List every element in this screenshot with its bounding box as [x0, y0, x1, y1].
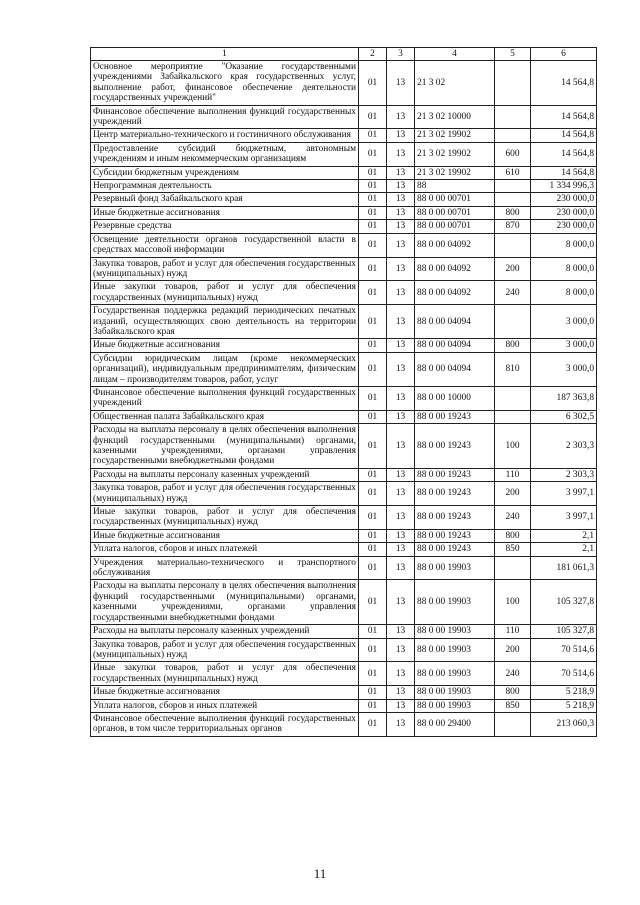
- row-amount: 1 334 996,3: [531, 180, 597, 193]
- row-section: 01: [359, 305, 387, 339]
- row-subsection: 13: [387, 410, 415, 423]
- row-target-article: 88 0 00 19903: [415, 699, 495, 712]
- row-target-article: 88 0 00 04092: [415, 281, 495, 305]
- row-target-article: 88 0 00 19903: [415, 625, 495, 638]
- table-row: [91, 180, 597, 193]
- row-target-article: 88 0 00 19243: [415, 529, 495, 542]
- row-target-article: 88 0 00 19903: [415, 686, 495, 699]
- row-amount: 230 000,0: [531, 206, 597, 219]
- table-row: [91, 529, 597, 542]
- table-row: [91, 386, 597, 410]
- table-row: [91, 468, 597, 481]
- table-row: [91, 339, 597, 352]
- row-target-article: 88 0 00 19243: [415, 543, 495, 556]
- row-subsection: 13: [387, 506, 415, 530]
- header-description: 1: [91, 48, 359, 61]
- row-expense-type: 200: [495, 257, 531, 281]
- table-row: [91, 686, 597, 699]
- row-expense-type: 240: [495, 281, 531, 305]
- row-section: 01: [359, 220, 387, 233]
- row-subsection: 13: [387, 142, 415, 166]
- table-row: [91, 193, 597, 206]
- row-amount: 14 564,8: [531, 166, 597, 179]
- row-description: Центр материально-технического и гостиничного обслуживания: [91, 129, 359, 142]
- table-row: [91, 506, 597, 530]
- row-target-article: 88 0 00 19903: [415, 638, 495, 662]
- row-expense-type: [495, 193, 531, 206]
- row-amount: 14 564,8: [531, 142, 597, 166]
- row-section: 01: [359, 352, 387, 386]
- row-section: 01: [359, 129, 387, 142]
- table-row: [91, 410, 597, 423]
- row-expense-type: [495, 712, 531, 736]
- row-expense-type: 800: [495, 686, 531, 699]
- row-expense-type: 240: [495, 506, 531, 530]
- row-target-article: 88 0 00 19243: [415, 506, 495, 530]
- row-target-article: 88 0 00 29400: [415, 712, 495, 736]
- table-row: [91, 220, 597, 233]
- row-expense-type: 610: [495, 166, 531, 179]
- table-row: [91, 625, 597, 638]
- row-target-article: 88 0 00 04094: [415, 305, 495, 339]
- row-section: 01: [359, 386, 387, 410]
- row-expense-type: [495, 386, 531, 410]
- row-amount: 2 303,3: [531, 468, 597, 481]
- row-amount: 14 564,8: [531, 105, 597, 129]
- row-description: Расходы на выплаты персоналу в целях обеспечения выполнения функций государственными (муниципальными) органами, казенными учреждениями, органами управления государственными внебюджетными фондами: [91, 424, 359, 469]
- row-target-article: 88: [415, 180, 495, 193]
- row-subsection: 13: [387, 529, 415, 542]
- row-amount: 5 218,9: [531, 686, 597, 699]
- header-amount: 6: [531, 48, 597, 61]
- row-description: Иные закупки товаров, работ и услуг для обеспечения государственных (муниципальных) нужд: [91, 281, 359, 305]
- row-subsection: 13: [387, 305, 415, 339]
- row-subsection: 13: [387, 166, 415, 179]
- row-section: 01: [359, 233, 387, 257]
- row-section: 01: [359, 468, 387, 481]
- row-target-article: 88 0 00 19903: [415, 556, 495, 580]
- row-expense-type: [495, 410, 531, 423]
- table-row: [91, 206, 597, 219]
- row-amount: 70 514,6: [531, 638, 597, 662]
- row-section: 01: [359, 638, 387, 662]
- table-row: [91, 61, 597, 106]
- row-expense-type: 110: [495, 468, 531, 481]
- row-subsection: 13: [387, 386, 415, 410]
- row-expense-type: 200: [495, 638, 531, 662]
- row-amount: 8 000,0: [531, 281, 597, 305]
- row-description: Иные закупки товаров, работ и услуг для обеспечения государственных (муниципальных) нужд: [91, 506, 359, 530]
- row-amount: 14 564,8: [531, 61, 597, 106]
- row-description: Иные бюджетные ассигнования: [91, 206, 359, 219]
- row-description: Государственная поддержка редакций периодических печатных изданий, осуществляющих свою деятельность на территории Забайкальского края: [91, 305, 359, 339]
- row-section: 01: [359, 281, 387, 305]
- table-row: [91, 580, 597, 625]
- row-description: Уплата налогов, сборов и иных платежей: [91, 699, 359, 712]
- row-expense-type: [495, 556, 531, 580]
- row-target-article: 88 0 00 19243: [415, 468, 495, 481]
- row-subsection: 13: [387, 580, 415, 625]
- row-target-article: 21 3 02 10000: [415, 105, 495, 129]
- row-subsection: 13: [387, 61, 415, 106]
- table-row: [91, 712, 597, 736]
- row-expense-type: 200: [495, 482, 531, 506]
- row-section: 01: [359, 206, 387, 219]
- row-amount: 8 000,0: [531, 233, 597, 257]
- row-section: 01: [359, 580, 387, 625]
- row-expense-type: 240: [495, 662, 531, 686]
- row-section: 01: [359, 61, 387, 106]
- row-section: 01: [359, 339, 387, 352]
- row-target-article: 88 0 00 19243: [415, 424, 495, 469]
- row-subsection: 13: [387, 233, 415, 257]
- table-row: [91, 257, 597, 281]
- table-row: [91, 105, 597, 129]
- row-description: Уплата налогов, сборов и иных платежей: [91, 543, 359, 556]
- row-amount: 230 000,0: [531, 193, 597, 206]
- row-expense-type: [495, 305, 531, 339]
- row-amount: 3 000,0: [531, 339, 597, 352]
- row-subsection: 13: [387, 699, 415, 712]
- row-expense-type: 800: [495, 206, 531, 219]
- row-amount: 14 564,8: [531, 129, 597, 142]
- table-row: [91, 142, 597, 166]
- row-target-article: 88 0 00 00701: [415, 193, 495, 206]
- row-section: 01: [359, 166, 387, 179]
- row-description: Субсидии бюджетным учреждениям: [91, 166, 359, 179]
- row-subsection: 13: [387, 662, 415, 686]
- row-description: Резервный фонд Забайкальского края: [91, 193, 359, 206]
- row-section: 01: [359, 543, 387, 556]
- row-amount: 70 514,6: [531, 662, 597, 686]
- row-expense-type: 870: [495, 220, 531, 233]
- row-section: 01: [359, 699, 387, 712]
- row-expense-type: 100: [495, 424, 531, 469]
- row-description: Закупка товаров, работ и услуг для обеспечения государственных (муниципальных) нужд: [91, 257, 359, 281]
- row-amount: 187 363,8: [531, 386, 597, 410]
- table-row: [91, 482, 597, 506]
- row-description: Иные бюджетные ассигнования: [91, 339, 359, 352]
- row-description: Иные бюджетные ассигнования: [91, 686, 359, 699]
- row-section: 01: [359, 424, 387, 469]
- row-target-article: 88 0 00 00701: [415, 206, 495, 219]
- row-description: Иные бюджетные ассигнования: [91, 529, 359, 542]
- row-subsection: 13: [387, 129, 415, 142]
- row-section: 01: [359, 712, 387, 736]
- row-amount: 2,1: [531, 543, 597, 556]
- row-subsection: 13: [387, 543, 415, 556]
- row-target-article: 88 0 00 19243: [415, 482, 495, 506]
- row-section: 01: [359, 506, 387, 530]
- row-expense-type: 110: [495, 625, 531, 638]
- row-amount: 6 302,5: [531, 410, 597, 423]
- row-amount: 2 303,3: [531, 424, 597, 469]
- row-description: Закупка товаров, работ и услуг для обеспечения государственных (муниципальных) нужд: [91, 482, 359, 506]
- row-subsection: 13: [387, 468, 415, 481]
- row-description: Освещение деятельности органов государственной власти в средствах массовой информации: [91, 233, 359, 257]
- row-expense-type: 100: [495, 580, 531, 625]
- header-section: 2: [359, 48, 387, 61]
- row-subsection: 13: [387, 556, 415, 580]
- table-row: [91, 543, 597, 556]
- row-target-article: 88 0 00 19903: [415, 580, 495, 625]
- row-amount: 3 997,1: [531, 482, 597, 506]
- row-target-article: 88 0 00 04092: [415, 233, 495, 257]
- row-subsection: 13: [387, 686, 415, 699]
- table-row: [91, 662, 597, 686]
- row-target-article: 88 0 00 00701: [415, 220, 495, 233]
- table-row: [91, 281, 597, 305]
- header-expense-type: 5: [495, 48, 531, 61]
- row-section: 01: [359, 410, 387, 423]
- row-expense-type: [495, 105, 531, 129]
- row-expense-type: [495, 61, 531, 106]
- row-amount: 105 327,8: [531, 625, 597, 638]
- table-row: [91, 556, 597, 580]
- row-description: Финансовое обеспечение выполнения функций государственных учреждений: [91, 105, 359, 129]
- row-description: Общественная палата Забайкальского края: [91, 410, 359, 423]
- row-section: 01: [359, 193, 387, 206]
- budget-table: [90, 47, 597, 737]
- table-row: [91, 233, 597, 257]
- row-subsection: 13: [387, 105, 415, 129]
- table-row: [91, 424, 597, 469]
- row-section: 01: [359, 257, 387, 281]
- row-expense-type: 600: [495, 142, 531, 166]
- row-subsection: 13: [387, 352, 415, 386]
- row-target-article: 88 0 00 10000: [415, 386, 495, 410]
- row-amount: 3 997,1: [531, 506, 597, 530]
- row-description: Расходы на выплаты персоналу казенных учреждений: [91, 468, 359, 481]
- row-amount: 3 000,0: [531, 352, 597, 386]
- row-expense-type: [495, 233, 531, 257]
- table-row: [91, 699, 597, 712]
- row-expense-type: 850: [495, 699, 531, 712]
- page-number: 11: [313, 866, 327, 881]
- row-target-article: 21 3 02 19902: [415, 166, 495, 179]
- row-subsection: 13: [387, 712, 415, 736]
- row-target-article: 88 0 00 19903: [415, 662, 495, 686]
- header-target-article: 4: [415, 48, 495, 61]
- header-subsection: 3: [387, 48, 415, 61]
- row-target-article: 88 0 00 19243: [415, 410, 495, 423]
- row-description: Расходы на выплаты персоналу казенных учреждений: [91, 625, 359, 638]
- row-expense-type: 850: [495, 543, 531, 556]
- row-expense-type: 800: [495, 339, 531, 352]
- row-subsection: 13: [387, 220, 415, 233]
- row-amount: 8 000,0: [531, 257, 597, 281]
- table-row: [91, 305, 597, 339]
- row-amount: 230 000,0: [531, 220, 597, 233]
- row-subsection: 13: [387, 281, 415, 305]
- row-section: 01: [359, 556, 387, 580]
- row-description: Финансовое обеспечение выполнения функций государственных учреждений: [91, 386, 359, 410]
- row-expense-type: [495, 180, 531, 193]
- row-description: Резервные средства: [91, 220, 359, 233]
- row-subsection: 13: [387, 482, 415, 506]
- header-row: [91, 48, 597, 61]
- row-subsection: 13: [387, 625, 415, 638]
- row-expense-type: 800: [495, 529, 531, 542]
- row-section: 01: [359, 142, 387, 166]
- table-row: [91, 352, 597, 386]
- row-subsection: 13: [387, 257, 415, 281]
- table-row: [91, 638, 597, 662]
- row-description: Иные закупки товаров, работ и услуг для обеспечения государственных (муниципальных) нужд: [91, 662, 359, 686]
- row-expense-type: 810: [495, 352, 531, 386]
- row-amount: 2,1: [531, 529, 597, 542]
- row-target-article: 88 0 00 04094: [415, 339, 495, 352]
- row-subsection: 13: [387, 638, 415, 662]
- row-description: Субсидии юридическим лицам (кроме некоммерческих организаций), индивидуальным предпринимателям, физическим лицам – производителям товаров, работ, услуг: [91, 352, 359, 386]
- row-section: 01: [359, 180, 387, 193]
- table-row: [91, 129, 597, 142]
- row-description: Основное мероприятие "Оказание государственными учреждениями Забайкальского края государственных услуг, выполнение работ, финансовое обеспечение деятельности государственных учреждений": [91, 61, 359, 106]
- row-subsection: 13: [387, 180, 415, 193]
- row-description: Непрограммная деятельность: [91, 180, 359, 193]
- row-amount: 105 327,8: [531, 580, 597, 625]
- row-description: Финансовое обеспечение выполнения функций государственных органов, в том числе территориальных органов: [91, 712, 359, 736]
- row-section: 01: [359, 625, 387, 638]
- row-section: 01: [359, 105, 387, 129]
- table-row: [91, 166, 597, 179]
- row-description: Предоставление субсидий бюджетным, автономным учреждениям и иным некоммерческим организациям: [91, 142, 359, 166]
- row-section: 01: [359, 686, 387, 699]
- row-subsection: 13: [387, 339, 415, 352]
- row-description: Расходы на выплаты персоналу в целях обеспечения выполнения функций государственными (муниципальными) органами, казенными учреждениями, органами управления государственными внебюджетными фондами: [91, 580, 359, 625]
- row-amount: 5 218,9: [531, 699, 597, 712]
- row-subsection: 13: [387, 206, 415, 219]
- row-subsection: 13: [387, 424, 415, 469]
- row-target-article: 21 3 02: [415, 61, 495, 106]
- row-target-article: 21 3 02 19902: [415, 129, 495, 142]
- row-description: Закупка товаров, работ и услуг для обеспечения государственных (муниципальных) нужд: [91, 638, 359, 662]
- row-amount: 213 060,3: [531, 712, 597, 736]
- row-amount: 3 000,0: [531, 305, 597, 339]
- row-subsection: 13: [387, 193, 415, 206]
- row-amount: 181 061,3: [531, 556, 597, 580]
- row-section: 01: [359, 529, 387, 542]
- row-target-article: 21 3 02 19902: [415, 142, 495, 166]
- row-target-article: 88 0 00 04092: [415, 257, 495, 281]
- row-section: 01: [359, 662, 387, 686]
- row-description: Учреждения материально-технического и транспортного обслуживания: [91, 556, 359, 580]
- row-section: 01: [359, 482, 387, 506]
- row-target-article: 88 0 00 04094: [415, 352, 495, 386]
- row-expense-type: [495, 129, 531, 142]
